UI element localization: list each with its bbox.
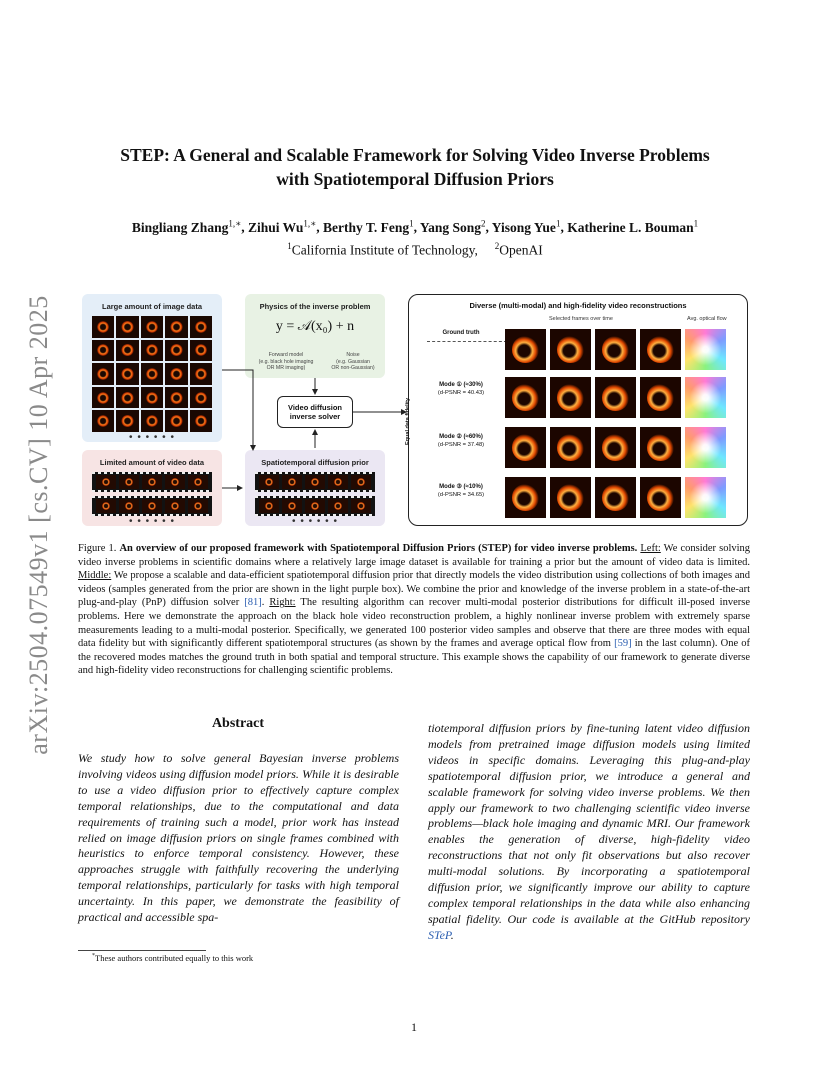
black-hole-image: [190, 410, 212, 432]
black-hole-image: [92, 316, 114, 338]
optical-flow-image: [685, 377, 726, 418]
avg-flow-label: Avg. optical flow: [687, 316, 727, 322]
frame-image: [640, 477, 681, 518]
black-hole-image: [116, 387, 138, 409]
video-diffusion-solver-box: Video diffusion inverse solver: [277, 396, 353, 428]
citation-link[interactable]: [59]: [614, 638, 632, 650]
frames-row: [505, 427, 726, 468]
frame-image: [595, 329, 636, 370]
black-hole-image: [92, 340, 114, 362]
black-hole-image: [116, 340, 138, 362]
row-label-ground-truth: Ground truth: [442, 330, 480, 336]
frame-image: [550, 477, 591, 518]
panel-title: Physics of the inverse problem: [259, 302, 371, 311]
abstract-right-column: tiotemporal diffusion priors by fine-tuning latent video diffusion models from pretrained image diffusion models using limited videos in specific domains. Leveraging this plug-and-play spatiotemporal diffusion prior, we introduce a general and scalable framework for solving video inverse problems. We then apply our framework to two challenging scientific video inverse problems—black hole imaging and dynamic MRI. Our framework enables the generation of diverse, high-fidelity video reconstructions that not only fit observations but also recover multi-modal solutions. By incorporating a spatiotemporal diffusion prior, we significantly improve our ability to capture complex temporal relationships in the data while also enhancing spatial fidelity. Our code is available at the GitHub repository STeP.: [428, 721, 750, 942]
frame-image: [595, 477, 636, 518]
frame-image: [640, 377, 681, 418]
author: Bingliang Zhang$^{1,∗}$: [131, 218, 242, 235]
black-hole-image: [190, 363, 212, 385]
selected-frames-label: Selected frames over time: [549, 316, 613, 322]
noise-note: Noise (e.g. Gaussian OR non-Gaussian): [331, 352, 375, 371]
ellipsis-dots: • • • • • •: [129, 432, 175, 443]
author: Yisong Yue$^1$: [491, 218, 561, 235]
black-hole-image: [165, 340, 187, 362]
black-hole-image: [165, 316, 187, 338]
video-strip: [255, 496, 375, 516]
black-hole-image: [116, 363, 138, 385]
spatiotemporal-prior-panel: [245, 450, 385, 526]
physics-panel: [245, 294, 385, 378]
github-link[interactable]: STeP: [428, 927, 451, 942]
author: Zihui $Wu^{1,∗}$: [247, 218, 317, 235]
affiliation: OpenAI: [499, 242, 543, 258]
frame-image: [505, 427, 546, 468]
author-list: Bingliang Zhang$^{1,∗}$, Zihui $Wu^{1,∗}$, Berthy T. Feng$^1$, Yang Song$^2$, Yisong Yue$^1$, Katherine L. Bouman$^1$: [131, 218, 699, 235]
frame-image: [550, 377, 591, 418]
black-hole-image: [141, 387, 163, 409]
black-hole-image: [165, 363, 187, 385]
title-line-1: STEP: A General and Scalable Framework for Solving Video Inverse Problems: [120, 145, 710, 165]
paper-title: [80, 143, 750, 191]
black-hole-image: [141, 316, 163, 338]
page-number: 1: [411, 1020, 417, 1034]
optical-flow-image: [685, 329, 726, 370]
frame-image: [550, 329, 591, 370]
abstract-heading: Abstract: [211, 716, 265, 731]
frames-row: [505, 477, 726, 518]
row-label-mode-1: Mode ① (≈30%) (d-PSNR = 40.43): [437, 382, 485, 396]
equal-fidelity-label: Equal data fidelity: [405, 397, 411, 445]
footnote-rule: [78, 950, 206, 951]
arxiv-stamp-text: arXiv:2504.07549v1 [cs.CV] 10 Apr 2025: [24, 295, 54, 755]
caption-title: An overview of our proposed framework with Spatiotemporal Diffusion Priors (STEP) for video inverse problems.: [119, 543, 638, 554]
panel-title: Spatiotemporal diffusion prior: [261, 458, 369, 467]
abstract-left-column: We study how to solve general Bayesian inverse problems involving videos using diffusion model priors. While it is desirable to use a video diffusion prior to effectively capture complex temporal relationships, due to the computational and data requirements of training such a model, prior work has instead relied on image diffusion priors on single frames combined with heuristics to enforce temporal consistency. However, these approaches struggle with faithfully recovering the underlying temporal relationships, particularly for tasks with high temporal uncertainty. In this paper, we demonstrate the feasibility of practical and accessible spa-: [78, 751, 399, 925]
frame-image: [595, 427, 636, 468]
footnote: *These authors contributed equally to this work: [92, 953, 254, 963]
black-hole-image: [190, 316, 212, 338]
image-grid: [92, 316, 212, 432]
black-hole-image: [92, 387, 114, 409]
black-hole-image: [190, 340, 212, 362]
video-strip: [92, 496, 212, 516]
ellipsis-dots: • • • • • •: [292, 516, 338, 527]
reconstructions-panel: [405, 294, 748, 526]
author: Katherine L. Bouman$^1$: [567, 218, 699, 235]
black-hole-image: [165, 387, 187, 409]
divider: [427, 341, 507, 342]
frame-image: [505, 329, 546, 370]
row-label-mode-2: Mode ② (≈60%) (d-PSNR = 37.48): [437, 434, 485, 448]
black-hole-image: [190, 387, 212, 409]
panel-title: Large amount of image data: [101, 302, 203, 311]
black-hole-image: [116, 410, 138, 432]
black-hole-image: [92, 363, 114, 385]
citation-link[interactable]: [81]: [244, 597, 262, 609]
frames-row: [505, 329, 726, 370]
black-hole-image: [165, 410, 187, 432]
frames-row: [505, 377, 726, 418]
panel-title: Diverse (multi-modal) and high-fidelity video reconstructions: [469, 301, 687, 310]
figure-caption: Figure 1. An overview of our proposed framework with Spatiotemporal Diffusion Priors (STEP) for video inverse problems. Left: We consider solving video inverse problems in scientific domains where a relatively large image dataset is available for training a prior but the amount of video data is limited. Middle: We propose a scalable and data-efficient spatiotemporal diffusion prior that directly models the video distribution using collections of both images and videos (samples generated from the prior are shown in the light purple box). We combine the prior and knowledge of the inverse problem in a state-of-the-art plug-and-play (PnP) diffusion solver [81]. Right: The resulting algorithm can recover multi-modal posterior distributions for difficult ill-posed inverse problems. Here we demonstrate the approach on the black hole video reconstruction problem, a highly nonlinear inverse problem with extremely sparse measurements leading to a multi-modal posterior. Specifically, we generated 100 posterior video samples and observe that there are three modes with equal data fidelity but with significantly different spatiotemporal structures (as shown by the frames and average optical flow from [59] in the last column). One of the recovered modes matches the ground truth in both spatial and temporal structure. This example shows the capability of our framework to generate diverse and high-fidelity video reconstructions for challenging scientific problems.: [78, 543, 751, 677]
frame-image: [505, 377, 546, 418]
limited-video-data-panel: [82, 450, 222, 526]
black-hole-image: [116, 316, 138, 338]
forward-model-note: Forward model (e.g. black hole imaging OR MR imaging): [258, 352, 314, 371]
ellipsis-dots: • • • • • •: [129, 516, 175, 527]
frame-image: [505, 477, 546, 518]
frame-image: [640, 329, 681, 370]
affiliation: California Institute of Technology,: [291, 242, 478, 258]
black-hole-image: [92, 410, 114, 432]
forward-equation: y = 𝒜(x₀) + n: [275, 319, 355, 334]
affiliations: $^1$California Institute of Technology, $^2$OpenAI: [287, 241, 543, 258]
optical-flow-image: [685, 477, 726, 518]
figure-1: [78, 290, 750, 530]
author: Berthy T. Feng$^1$: [323, 218, 414, 235]
optical-flow-image: [685, 427, 726, 468]
title-line-2: with Spatiotemporal Diffusion Priors: [276, 169, 554, 189]
black-hole-image: [141, 363, 163, 385]
black-hole-image: [141, 340, 163, 362]
large-image-data-panel: [82, 294, 222, 442]
frame-image: [595, 377, 636, 418]
panel-title: Limited amount of video data: [99, 458, 205, 467]
black-hole-image: [141, 410, 163, 432]
video-strip: [255, 472, 375, 492]
frame-image: [640, 427, 681, 468]
video-strip: [92, 472, 212, 492]
frame-image: [550, 427, 591, 468]
row-label-mode-3: Mode ③ (≈10%) (d-PSNR = 34.65): [437, 484, 485, 498]
author: Yang Song$^2$: [419, 218, 486, 235]
arxiv-stamp: [14, 290, 64, 760]
